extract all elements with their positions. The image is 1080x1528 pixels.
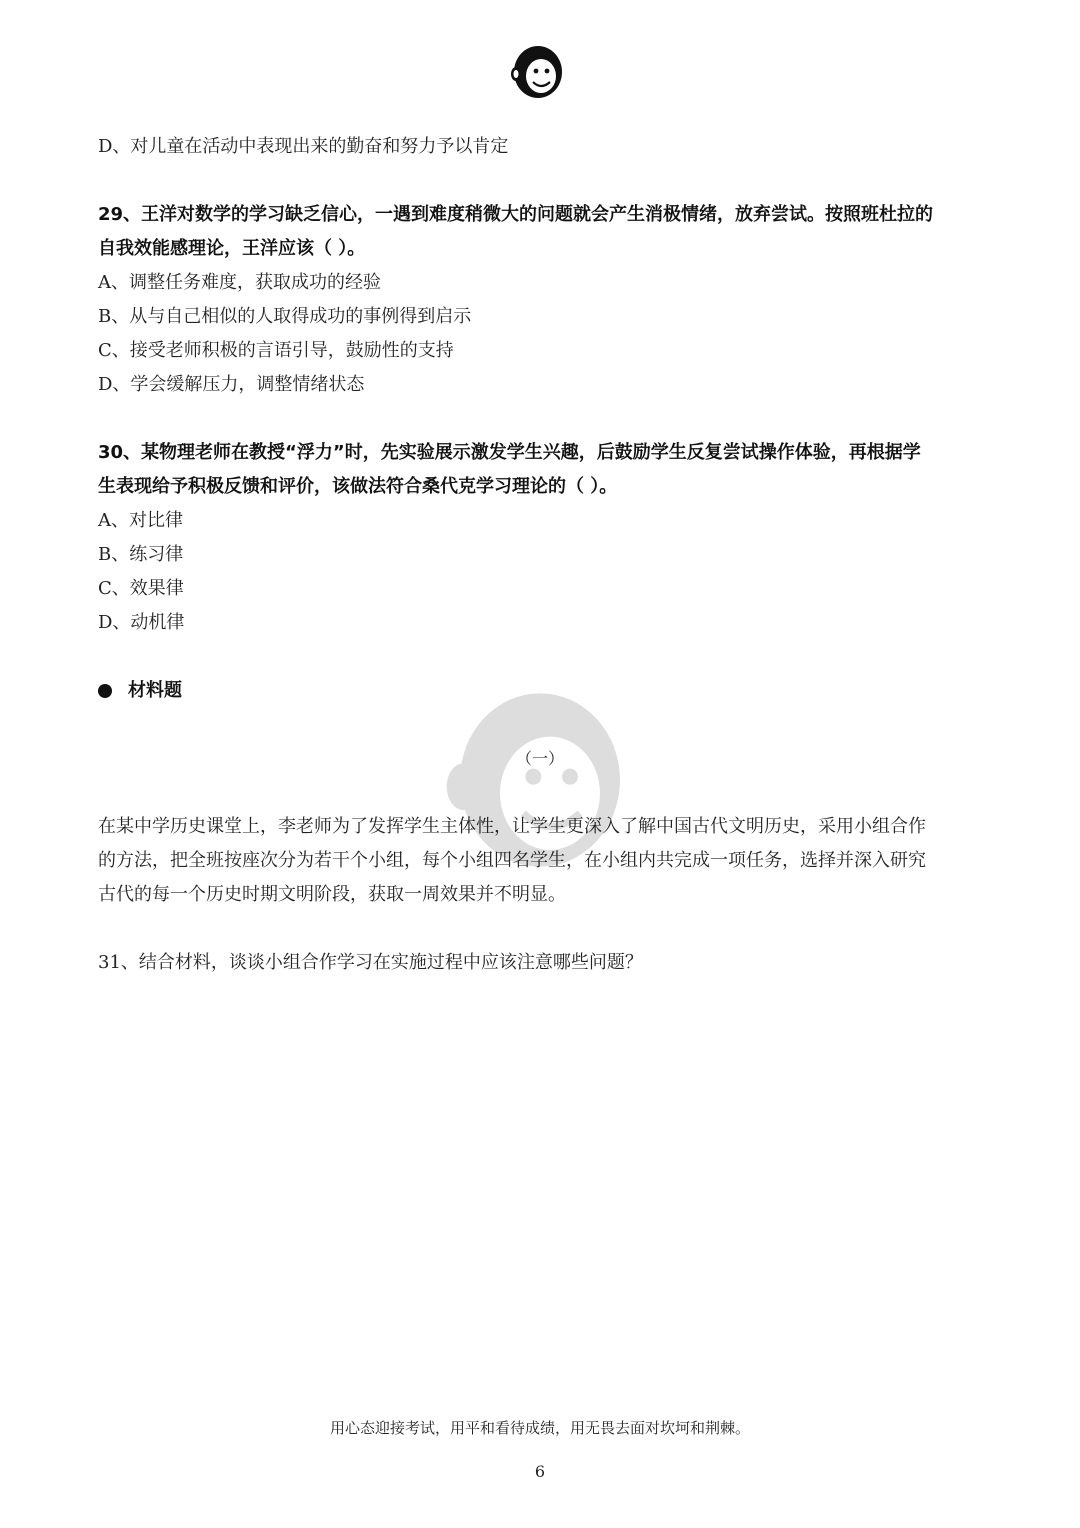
- question-29-option-a: A、调整任务难度，获取成功的经验: [98, 272, 381, 293]
- monkey-logo-icon: [505, 36, 571, 102]
- section-title: 材料题: [128, 680, 182, 701]
- prev-question-option-d: D、对儿童在活动中表现出来的勤奋和努力予以肯定: [98, 136, 509, 157]
- monkey-watermark-icon: [430, 660, 650, 880]
- question-31: 31、结合材料，谈谈小组合作学习在实施过程中应该注意哪些问题？: [98, 952, 643, 973]
- question-30-option-d: D、动机律: [98, 612, 185, 633]
- footer-motto: 用心态迎接考试，用平和看待成绩，用无畏去面对坎坷和荆棘。: [329, 1419, 750, 1437]
- page-number: 6: [534, 1462, 546, 1481]
- question-29-option-b: B、从与自己相似的人取得成功的事例得到启示: [98, 306, 472, 327]
- question-30-stem-line1: 30、某物理老师在教授“浮力”时，先实验展示激发学生兴趣，后鼓励学生反复尝试操作体验，再根据学: [98, 442, 921, 463]
- question-30-option-b: B、练习律: [98, 544, 184, 565]
- question-29-stem-line1: 29、王洋对数学的学习缺乏信心，一遇到难度稍微大的问题就会产生消极情绪，放弃尝试。按照班杜拉的: [98, 204, 934, 225]
- question-30-option-a: A、对比律: [98, 510, 183, 531]
- question-29-option-d: D、学会缓解压力，调整情绪状态: [98, 374, 365, 395]
- section-heading: [98, 679, 182, 703]
- question-29-option-c: C、接受老师积极的言语引导，鼓励性的支持: [98, 340, 454, 361]
- material-line-1: 在某中学历史课堂上，李老师为了发挥学生主体性，让学生更深入了解中国古代文明历史，采用小组合作: [98, 816, 926, 837]
- bullet-icon: [98, 684, 112, 698]
- material-number: （一）: [515, 749, 564, 768]
- question-29-stem-line2: 自我效能感理论，王洋应该（ ）。: [98, 238, 366, 259]
- material-line-3: 古代的每一个历史时期文明阶段，获取一周效果并不明显。: [98, 884, 566, 905]
- question-30-option-c: C、效果律: [98, 578, 184, 599]
- question-30-stem-line2: 生表现给予积极反馈和评价，该做法符合桑代克学习理论的（ ）。: [98, 476, 618, 497]
- material-line-2: 的方法，把全班按座次分为若干个小组，每个小组四名学生，在小组内共完成一项任务，选择并深入研究: [98, 850, 926, 871]
